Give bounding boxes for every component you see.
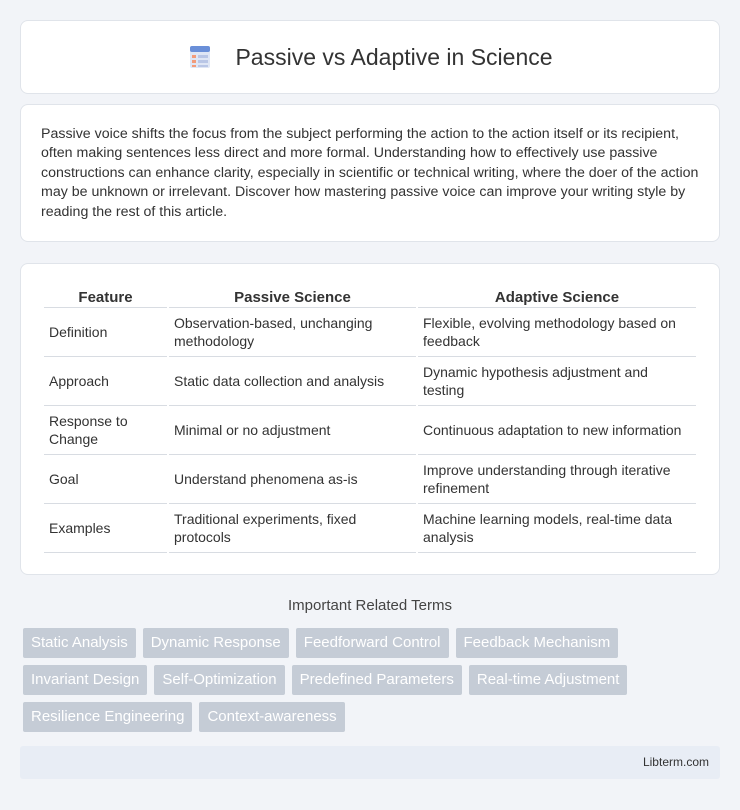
header-adaptive-science: Adaptive Science: [418, 286, 696, 308]
table-cell: Machine learning models, real-time data analysis: [418, 504, 696, 553]
related-term-tag[interactable]: Dynamic Response: [143, 628, 289, 658]
related-term-tag[interactable]: Self-Optimization: [154, 665, 284, 695]
table-row: [44, 504, 696, 553]
comparison-table: [42, 286, 698, 553]
header-feature: Feature: [44, 286, 167, 308]
related-term-tag[interactable]: Feedforward Control: [296, 628, 449, 658]
table-cell: Definition: [44, 308, 167, 357]
table-row: [44, 455, 696, 504]
table-cell: Goal: [44, 455, 167, 504]
table-header-row: [44, 286, 696, 308]
table-row: [44, 308, 696, 357]
table-cell: Flexible, evolving methodology based on feedback: [418, 308, 696, 357]
header-card: [20, 20, 720, 94]
table-cell: Approach: [44, 357, 167, 406]
comparison-table-card: [20, 263, 720, 575]
table-cell: Understand phenomena as-is: [169, 455, 416, 504]
document-icon: [187, 44, 213, 70]
footer: [20, 746, 720, 779]
related-term-tag[interactable]: Predefined Parameters: [292, 665, 462, 695]
related-term-tag[interactable]: Context-awareness: [199, 702, 344, 732]
table-cell: Observation-based, unchanging methodology: [169, 308, 416, 357]
table-cell: Examples: [44, 504, 167, 553]
table-cell: Response to Change: [44, 406, 167, 455]
table-cell: Static data collection and analysis: [169, 357, 416, 406]
page-title: Passive vs Adaptive in Science: [235, 43, 553, 70]
table-row: [44, 406, 696, 455]
intro-card: [20, 104, 720, 242]
related-term-tag[interactable]: Real-time Adjustment: [469, 665, 628, 695]
table-row: [44, 357, 696, 406]
related-term-tag[interactable]: Resilience Engineering: [23, 702, 192, 732]
related-terms-title: Important Related Terms: [288, 597, 452, 614]
table-cell: Traditional experiments, fixed protocols: [169, 504, 416, 553]
table-cell: Improve understanding through iterative refinement: [418, 455, 696, 504]
header-passive-science: Passive Science: [169, 286, 416, 308]
table-cell: Continuous adaptation to new information: [418, 406, 696, 455]
related-term-tag[interactable]: Static Analysis: [23, 628, 136, 658]
intro-paragraph: Passive voice shifts the focus from the subject performing the action to the action itself or its recipient, often making sentences less direct and more formal. Understanding how to effectively use passive constructions can enhance clarity, especially in scientific or technical writing, where the doer of the action may be unknown or irrelevant. Discover how mastering passive voice can improve your writing style by reading the rest of this article.: [41, 126, 699, 220]
related-terms-list: [23, 628, 723, 732]
related-term-tag[interactable]: Feedback Mechanism: [456, 628, 619, 658]
footer-site-link[interactable]: Libterm.com: [642, 755, 709, 769]
table-cell: Minimal or no adjustment: [169, 406, 416, 455]
table-cell: Dynamic hypothesis adjustment and testing: [418, 357, 696, 406]
related-term-tag[interactable]: Invariant Design: [23, 665, 147, 695]
